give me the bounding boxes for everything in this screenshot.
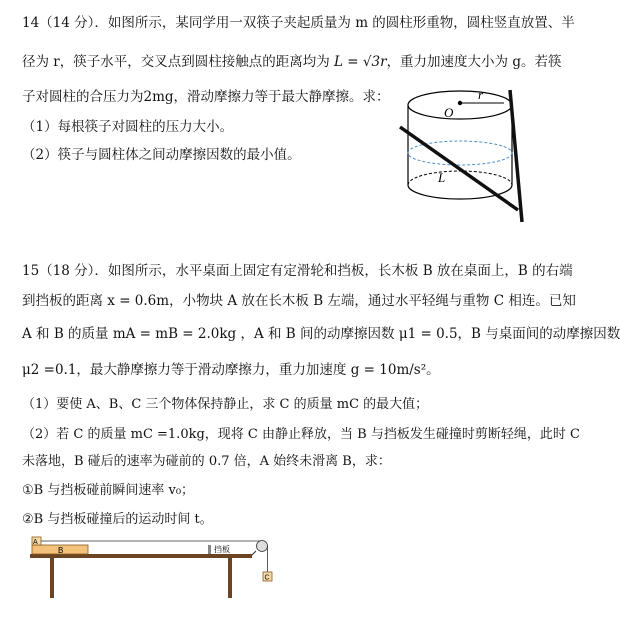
p14-line1: 14（14 分）．如图所示，某同学用一双筷子夹起质量为 m 的圆柱形重物，圆柱竖直放置、半 [22, 15, 575, 31]
label-baffle: 挡板 [214, 545, 230, 554]
label-C: C [264, 574, 270, 582]
p15-question2-line2: 未落地，B 碰后的速率为碰前的 0.7 倍，A 始终未滑离 B，求： [22, 454, 391, 469]
table-leg-right [228, 558, 232, 598]
label-O: O [444, 105, 454, 120]
pulley-mount [252, 551, 256, 555]
label-L: L [438, 170, 446, 185]
p15-line2: 到挡板的距离 x = 0.6m，小物块 A 放在长木板 B 左端，通过水平轻绳与重物 C 相连。已知 [22, 293, 576, 309]
p15-question1: （1）要使 A、B、C 三个物体保持静止，求 C 的质量 mC 的最大值； [22, 397, 429, 412]
p15-table-figure [20, 534, 280, 606]
chopstick-left [400, 127, 518, 210]
p15-line3: A 和 B 的质量 mA = mB = 2.0kg ，A 和 B 间的动摩擦因数 μ1 = 0.5，B 与桌面间的动摩擦因数 [22, 326, 620, 342]
p14-line3: 子对圆柱的合压力为2mg，滑动摩擦力等于最大静摩擦。求： [22, 89, 390, 105]
p14-cylinder-figure [400, 85, 530, 225]
table-leg-left [50, 558, 54, 598]
p15-line4: μ2 =0.1，最大静摩擦力等于滑动摩擦力，重力加速度 g = 10m/s²。 [22, 362, 440, 378]
p14-length-formula: L = √3r [334, 54, 387, 70]
label-r: r [478, 87, 484, 102]
p15-subquestion1: ①B 与挡板碰前瞬间速率 v₀； [22, 483, 195, 498]
p15-question2-line1: （2）若 C 的质量 mC =1.0kg，现将 C 由静止释放，当 B 与挡板发生碰撞时剪断轻绳，此时 C [22, 427, 580, 442]
p15-subquestion2: ②B 与挡板碰撞后的运动时间 t。 [22, 512, 213, 527]
label-A: A [33, 539, 38, 546]
p14-question2: （2）筷子与圆柱体之间动摩擦因数的最小值。 [22, 147, 301, 163]
p14-question1: （1）每根筷子对圆柱的压力大小。 [22, 119, 234, 135]
pulley [257, 541, 268, 552]
p14-line2-text-a: 径为 r，筷子水平，交叉点到圆柱接触点的距离均为 [22, 54, 335, 70]
cylinder-bottom-back [408, 171, 512, 185]
baffle [208, 545, 211, 554]
p15-line1: 15（18 分）．如图所示，水平桌面上固定有定滑轮和挡板，长木板 B 放在桌面上，B 的右端 [22, 263, 573, 279]
p14-line2-text-b: ，重力加速度大小为 g。若筷 [386, 54, 562, 70]
p14-line2 [22, 53, 562, 71]
label-B: B [58, 546, 64, 555]
